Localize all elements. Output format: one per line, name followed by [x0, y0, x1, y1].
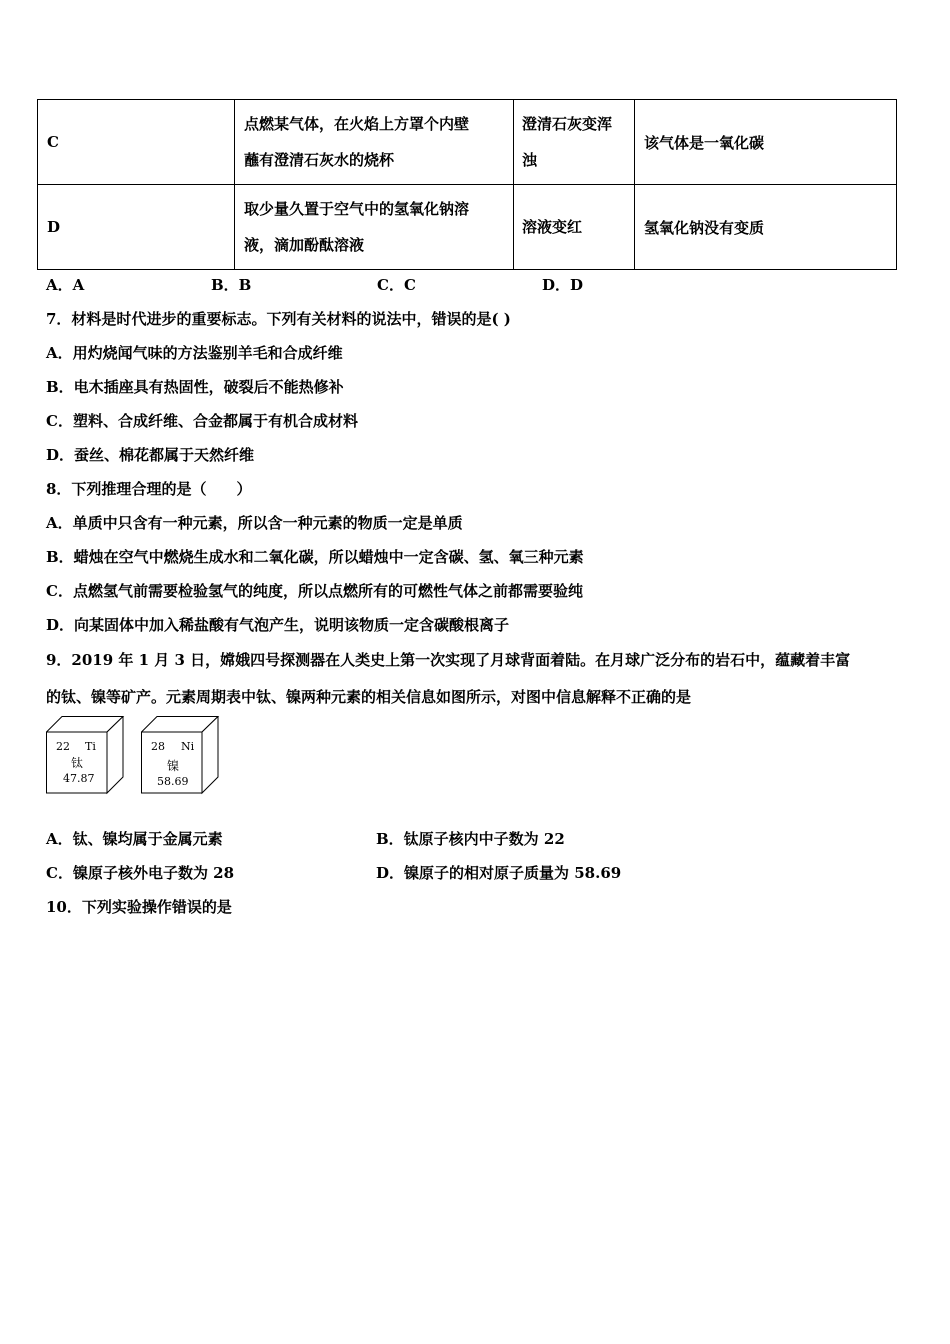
table-row	[38, 185, 897, 270]
operation-cell	[235, 100, 514, 185]
q9-option-d[interactable]: D．镍原子的相对原子质量为 58.69	[376, 864, 622, 882]
atomic-mass: 58.69	[157, 775, 189, 788]
q6-option-d[interactable]: D．D	[542, 276, 584, 294]
table-row	[38, 100, 897, 185]
q9-option-b[interactable]: B．钛原子核内中子数为 22	[376, 830, 565, 848]
phenomenon-line: 溶液变红	[522, 218, 583, 236]
atomic-number: 28	[151, 740, 165, 753]
element-name: 镍	[167, 759, 180, 773]
operation-cell	[235, 185, 514, 270]
atomic-number: 22	[56, 740, 70, 753]
q7-stem: 7．材料是时代进步的重要标志。下列有关材料的说法中，错误的是( )	[46, 310, 511, 328]
q9-option-a[interactable]: A．钛、镍均属于金属元素	[46, 830, 223, 848]
operation-line: 蘸有澄清石灰水的烧杯	[244, 151, 395, 169]
option-cell: C	[38, 100, 235, 185]
element-symbol: Ti	[85, 740, 96, 753]
q8-option-d[interactable]: D．向某固体中加入稀盐酸有气泡产生，说明该物质一定含碳酸根离子	[46, 616, 510, 634]
q7-option-a[interactable]: A．用灼烧闻气味的方法鉴别羊毛和合成纤维	[46, 344, 343, 362]
q8-option-a[interactable]: A．单质中只含有一种元素，所以含一种元素的物质一定是单质	[46, 514, 463, 532]
q10-stem: 10．下列实验操作错误的是	[46, 898, 232, 916]
q6-option-c[interactable]: C．C	[377, 276, 416, 294]
operation-line: 点燃某气体，在火焰上方罩个内壁	[244, 115, 470, 133]
phenomenon-cell	[514, 185, 635, 270]
option-cell: D	[38, 185, 235, 270]
conclusion-cell: 该气体是一氧化碳	[635, 100, 897, 185]
phenomenon-cell	[514, 100, 635, 185]
q7-option-c[interactable]: C．塑料、合成纤维、合金都属于有机合成材料	[46, 412, 358, 430]
q7-option-d[interactable]: D．蚕丝、棉花都属于天然纤维	[46, 446, 255, 464]
element-card-ni	[141, 716, 221, 796]
atomic-mass: 47.87	[63, 772, 95, 785]
q6-option-b[interactable]: B．B	[211, 276, 252, 294]
conclusion-cell: 氢氧化钠没有变质	[635, 185, 897, 270]
q8-option-c[interactable]: C．点燃氢气前需要检验氢气的纯度，所以点燃所有的可燃性气体之前都需要验纯	[46, 582, 583, 600]
q8-option-b[interactable]: B．蜡烛在空气中燃烧生成水和二氧化碳，所以蜡烛中一定含碳、氢、氧三种元素	[46, 548, 584, 566]
phenomenon-line: 浊	[522, 151, 538, 169]
element-symbol: Ni	[181, 740, 195, 753]
operation-line: 取少量久置于空气中的氢氧化钠溶	[244, 200, 470, 218]
q9-stem-line1: 9．2019 年 1 月 3 日，嫦娥四号探测器在人类史上第一次实现了月球背面着陆。在月球广泛分布的岩石中，蕴藏着丰富	[46, 651, 851, 669]
element-name: 钛	[71, 756, 84, 770]
q7-option-b[interactable]: B．电木插座具有热固性，破裂后不能热修补	[46, 378, 344, 396]
operation-line: 液，滴加酚酞溶液	[244, 236, 365, 254]
element-card-ti	[46, 716, 126, 796]
experiment-table	[37, 99, 897, 270]
phenomenon-line: 澄清石灰变浑	[522, 115, 613, 133]
q9-stem-line2: 的钛、镍等矿产。元素周期表中钛、镍两种元素的相关信息如图所示，对图中信息解释不正确的是	[46, 688, 692, 706]
q9-option-c[interactable]: C．镍原子核外电子数为 28	[46, 864, 235, 882]
q6-option-a[interactable]: A．A	[46, 276, 85, 294]
q8-stem: 8．下列推理合理的是（ ）	[46, 480, 252, 498]
